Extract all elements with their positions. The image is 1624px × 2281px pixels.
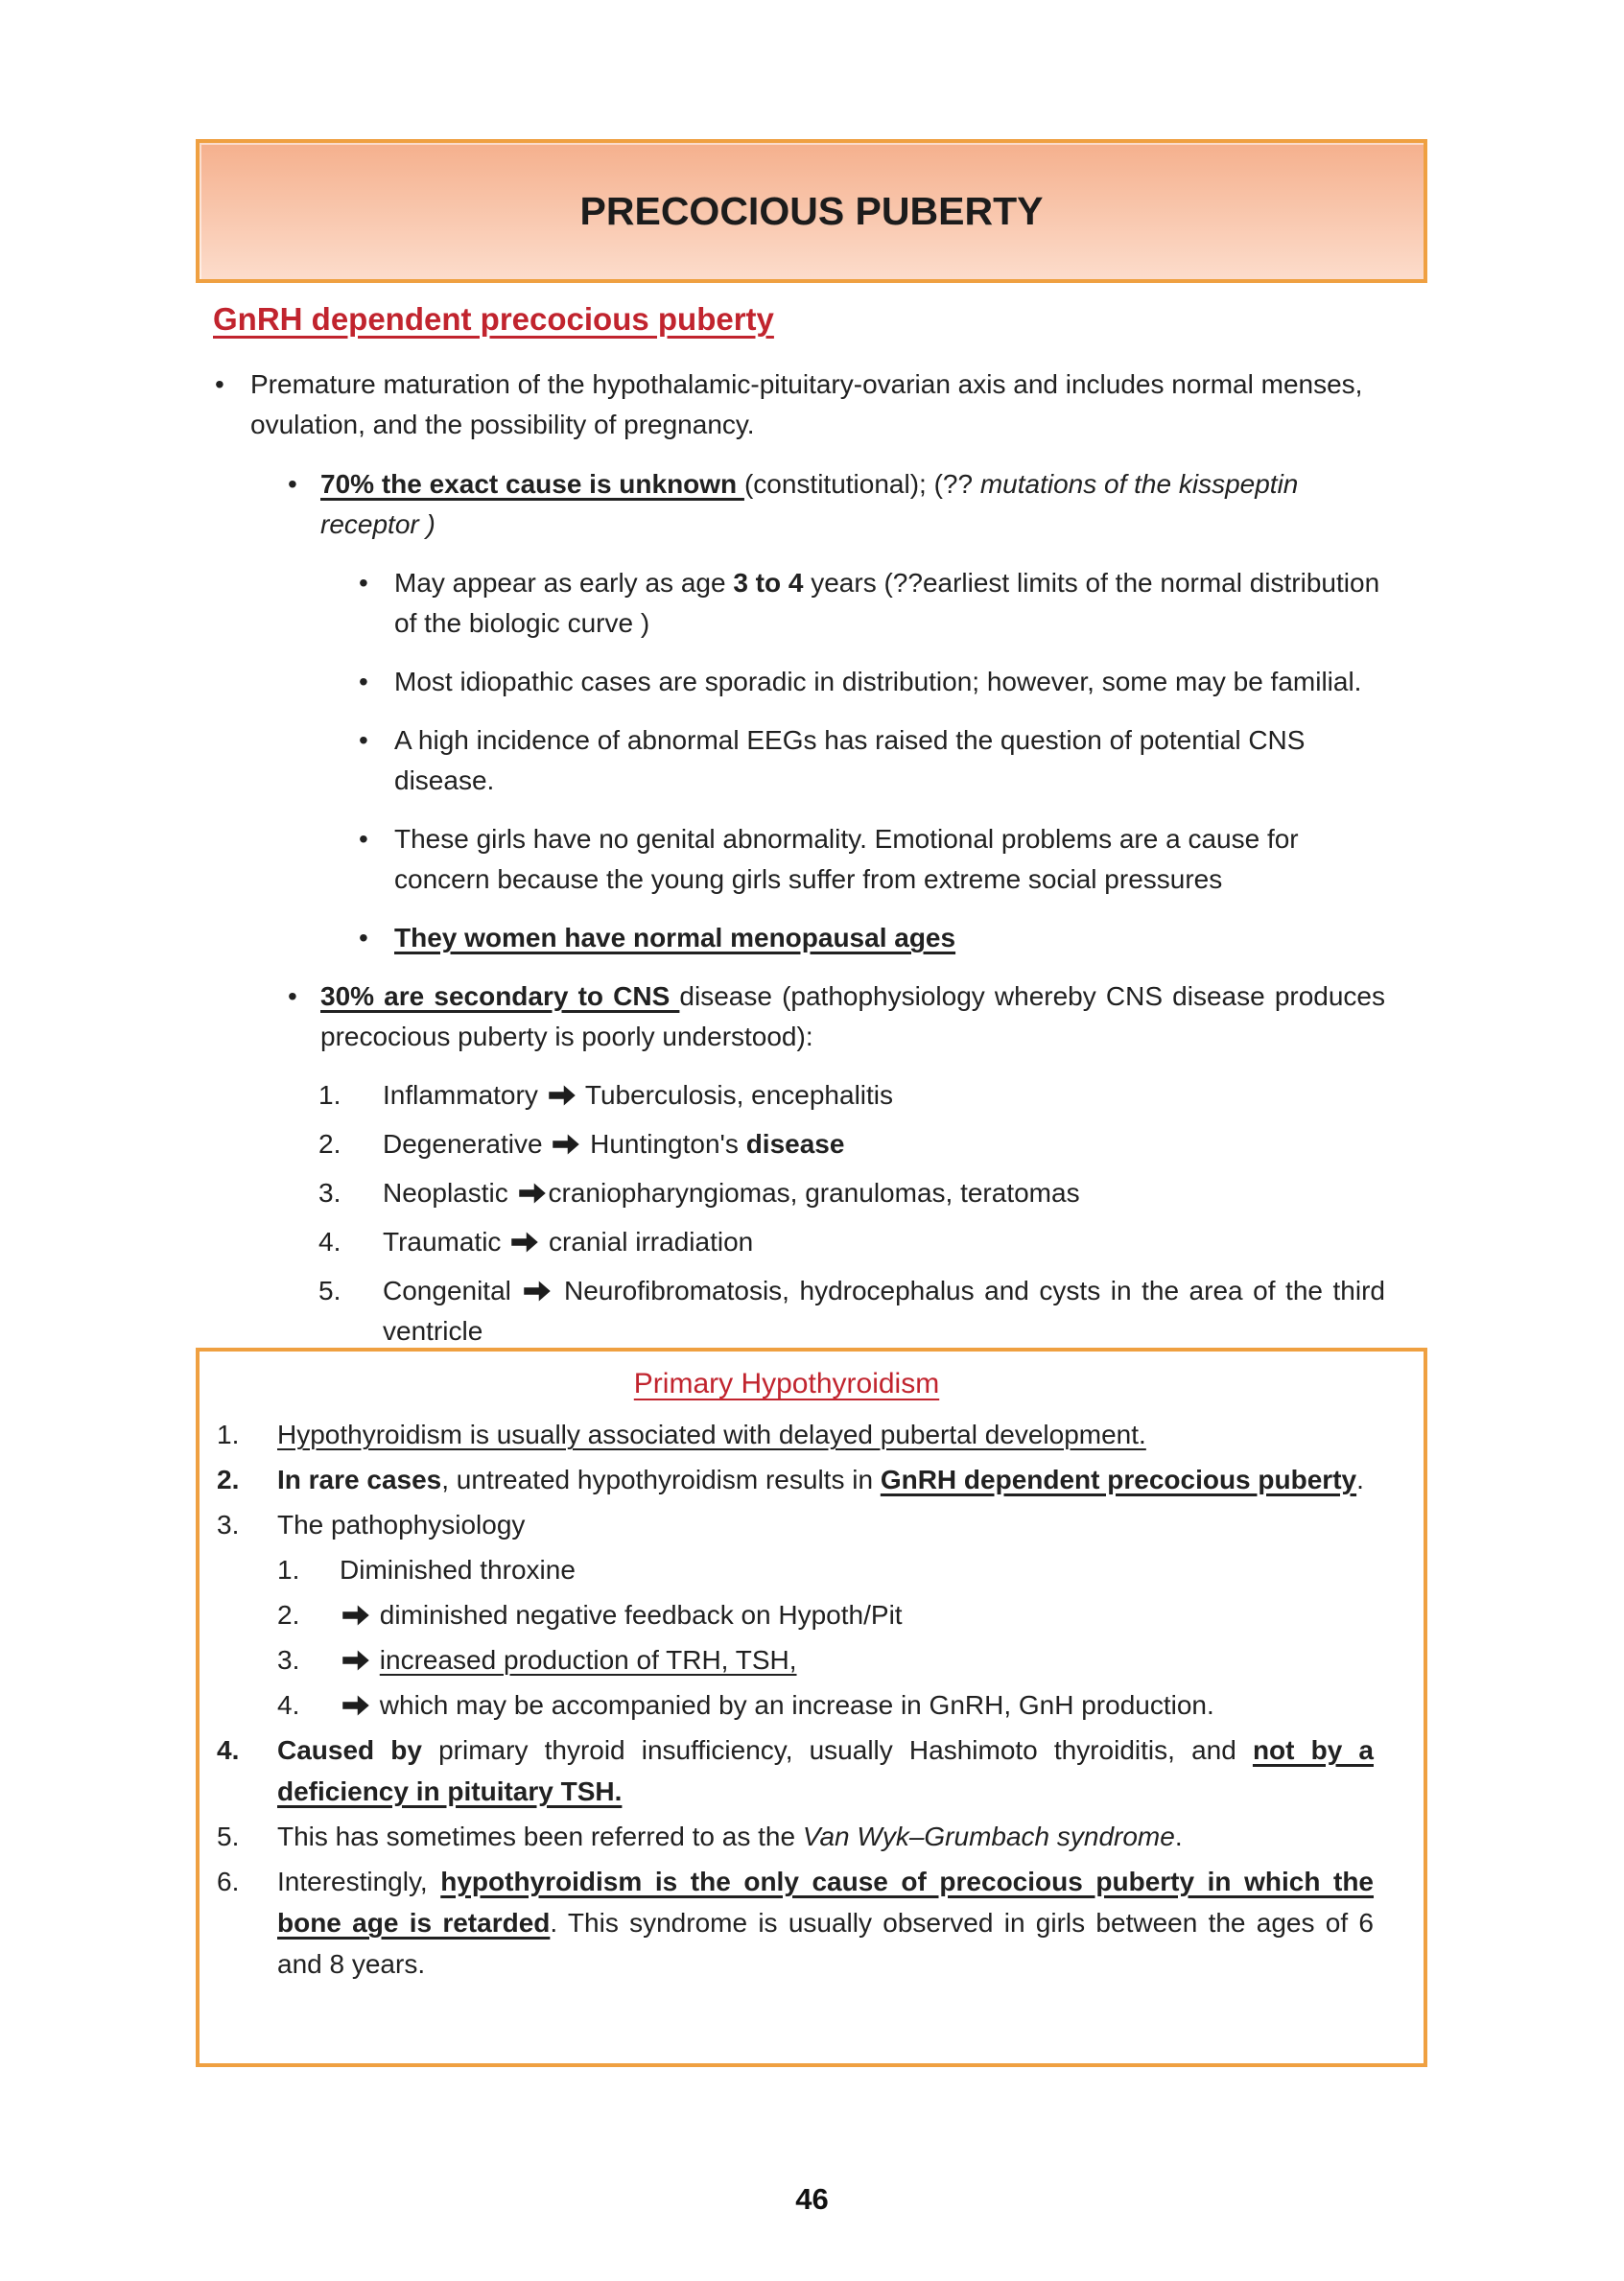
- bullet-item: [196, 662, 1385, 702]
- numbered-item: [200, 1549, 1374, 1590]
- text-run: craniopharyngiomas, granulomas, teratomas: [548, 1178, 1080, 1208]
- text-run: Hypothyroidism is usually associated with delayed pubertal development.: [277, 1420, 1146, 1449]
- bullet-item: [196, 819, 1385, 900]
- number-marker: 3.: [217, 1510, 240, 1540]
- numbered-item: [200, 1504, 1374, 1545]
- number-marker: 2.: [277, 1600, 300, 1630]
- text-run: The pathophysiology: [277, 1510, 526, 1540]
- number-marker: 5.: [318, 1276, 341, 1305]
- number-marker: 4.: [217, 1735, 240, 1765]
- numbered-item: [200, 1459, 1374, 1500]
- text-run: increased production of TRH, TSH,: [379, 1645, 797, 1675]
- item-text: [394, 918, 1385, 958]
- text-run: disease: [745, 1129, 845, 1159]
- item-text: [277, 1459, 1374, 1500]
- item-text: [277, 1504, 1374, 1545]
- text-run: Congenital: [383, 1276, 522, 1305]
- text-run: which may be accompanied by an increase in GnRH, GnH production.: [372, 1690, 1214, 1720]
- item-text: [320, 464, 1385, 545]
- bullet-marker: •: [359, 824, 368, 854]
- text-run: Diminished throxine: [340, 1555, 576, 1585]
- text-run: Traumatic: [383, 1227, 509, 1257]
- item-text: [340, 1639, 1374, 1681]
- numbered-item: [200, 1861, 1374, 1985]
- item-text: [394, 563, 1385, 644]
- text-run: Neurofibromatosis, hydrocephalus and cysts in the area of the third ventricle: [383, 1276, 1385, 1346]
- text-run: hypothyroidism is the only cause of precocious puberty in which the bone age is retarded: [277, 1867, 1375, 1938]
- text-run: 30% are secondary to CNS: [320, 981, 680, 1011]
- numbered-item: [200, 1684, 1374, 1726]
- numbered-item: [196, 1173, 1385, 1213]
- numbered-item: [200, 1414, 1374, 1455]
- bullet-marker: •: [288, 469, 297, 499]
- text-run: .: [1174, 1822, 1183, 1851]
- content-list: [196, 364, 1385, 1429]
- text-run: GnRH dependent precocious puberty: [880, 1465, 1357, 1494]
- item-text: [320, 976, 1385, 1057]
- arrow-icon: [341, 1603, 370, 1628]
- item-text: [383, 1222, 1385, 1262]
- text-run: years (??earliest limits of the normal distribution of the biologic curve ): [394, 568, 1380, 638]
- numbered-item: [200, 1816, 1374, 1857]
- arrow-icon: [548, 1083, 577, 1108]
- item-text: [250, 364, 1385, 445]
- item-text: [394, 720, 1385, 801]
- numbered-item: [196, 1222, 1385, 1262]
- text-run: They women have normal menopausal ages: [394, 923, 956, 952]
- text-run: (constitutional); (??: [743, 469, 980, 499]
- item-text: [394, 819, 1385, 900]
- text-run: Huntington's: [582, 1129, 746, 1159]
- text-run: primary thyroid insufficiency, usually Hashimoto thyroiditis, and: [421, 1735, 1253, 1765]
- text-run: diminished negative feedback on Hypoth/Pit: [372, 1600, 903, 1630]
- bullet-item: [196, 918, 1385, 958]
- text-run: . This syndrome is usually observed in girls between the ages of 6 and 8 years.: [277, 1908, 1374, 1979]
- item-text: [383, 1124, 1385, 1164]
- text-run: Most idiopathic cases are sporadic in distribution; however, some may be familial.: [394, 667, 1362, 696]
- text-run: disease (pathophysiology whereby CNS disease produces precocious puberty is poorly understood):: [320, 981, 1385, 1051]
- text-run: Interestingly,: [277, 1867, 441, 1896]
- bullet-item: [196, 464, 1385, 545]
- numbered-item: [196, 1075, 1385, 1116]
- numbered-item: [200, 1594, 1374, 1635]
- number-marker: 6.: [217, 1867, 240, 1896]
- arrow-icon: [523, 1279, 552, 1304]
- box-list: [200, 1414, 1374, 1985]
- item-text: [383, 1271, 1385, 1352]
- item-text: [383, 1173, 1385, 1213]
- item-text: [277, 1729, 1374, 1812]
- text-run: This has sometimes been referred to as the: [277, 1822, 803, 1851]
- text-run: Tuberculosis, encephalitis: [577, 1080, 894, 1110]
- text-run: mutations of the kisspeptin receptor ): [320, 469, 1299, 539]
- bullet-item: [196, 563, 1385, 644]
- bullet-marker: •: [359, 725, 368, 755]
- box-title: Primary Hypothyroidism: [633, 1368, 940, 1399]
- number-marker: 5.: [217, 1822, 240, 1851]
- text-run: Premature maturation of the hypothalamic-pituitary-ovarian axis and includes normal menses, ovulation, and the possibility of pregnancy.: [250, 369, 1363, 439]
- item-text: [340, 1594, 1374, 1635]
- number-marker: 4.: [318, 1227, 341, 1257]
- bullet-item: [196, 976, 1385, 1057]
- item-text: [277, 1414, 1374, 1455]
- arrow-icon: [552, 1132, 580, 1157]
- numbered-item: [200, 1729, 1374, 1812]
- arrow-icon: [341, 1648, 370, 1673]
- text-run: Inflammatory: [383, 1080, 546, 1110]
- number-marker: 2.: [217, 1465, 240, 1494]
- number-marker: 3.: [277, 1645, 300, 1675]
- arrow-icon: [341, 1693, 370, 1718]
- bullet-item: [196, 720, 1385, 801]
- text-run: A high incidence of abnormal EEGs has raised the question of potential CNS disease.: [394, 725, 1306, 795]
- number-marker: 1.: [217, 1420, 240, 1449]
- bullet-marker: •: [215, 369, 224, 399]
- bullet-item: [196, 364, 1385, 445]
- number-marker: 4.: [277, 1690, 300, 1720]
- text-run: 3 to 4: [733, 568, 804, 598]
- number-marker: 1.: [277, 1555, 300, 1585]
- page-title: PRECOCIOUS PUBERTY: [579, 189, 1044, 233]
- item-text: [277, 1816, 1374, 1857]
- item-text: [394, 662, 1385, 702]
- item-text: [340, 1684, 1374, 1726]
- bullet-marker: •: [359, 923, 368, 952]
- text-run: not by a deficiency in pituitary TSH.: [277, 1735, 1374, 1806]
- arrow-icon: [518, 1181, 547, 1206]
- numbered-item: [196, 1124, 1385, 1164]
- number-marker: 3.: [318, 1178, 341, 1208]
- text-run: cranial irradiation: [541, 1227, 754, 1257]
- info-box: [196, 1348, 1427, 2067]
- text-run: Caused by: [277, 1735, 422, 1765]
- numbered-item: [196, 1271, 1385, 1352]
- bullet-marker: •: [359, 667, 368, 696]
- text-run: .: [1356, 1465, 1364, 1494]
- text-run: Neoplastic: [383, 1178, 516, 1208]
- arrow-icon: [510, 1230, 539, 1255]
- text-run: In rare cases: [277, 1465, 442, 1494]
- bullet-marker: •: [359, 568, 368, 598]
- numbered-item: [200, 1639, 1374, 1681]
- item-text: [277, 1861, 1374, 1985]
- text-run: [372, 1645, 380, 1675]
- section-heading: GnRH dependent precocious puberty: [213, 301, 774, 337]
- number-marker: 1.: [318, 1080, 341, 1110]
- bullet-marker: •: [288, 981, 297, 1011]
- text-run: 70% the exact cause is unknown: [320, 469, 744, 499]
- text-run: , untreated hypothyroidism results in: [441, 1465, 881, 1494]
- page-number: 46: [795, 2182, 829, 2216]
- title-banner: [196, 139, 1427, 283]
- item-text: [340, 1549, 1374, 1590]
- text-run: These girls have no genital abnormality. Emotional problems are a cause for concern because the young girls suffer from extreme social pressures: [394, 824, 1299, 894]
- text-run: May appear as early as age: [394, 568, 734, 598]
- text-run: Van Wyk–Grumbach syndrome: [802, 1822, 1175, 1851]
- text-run: Degenerative: [383, 1129, 551, 1159]
- item-text: [383, 1075, 1385, 1116]
- number-marker: 2.: [318, 1129, 341, 1159]
